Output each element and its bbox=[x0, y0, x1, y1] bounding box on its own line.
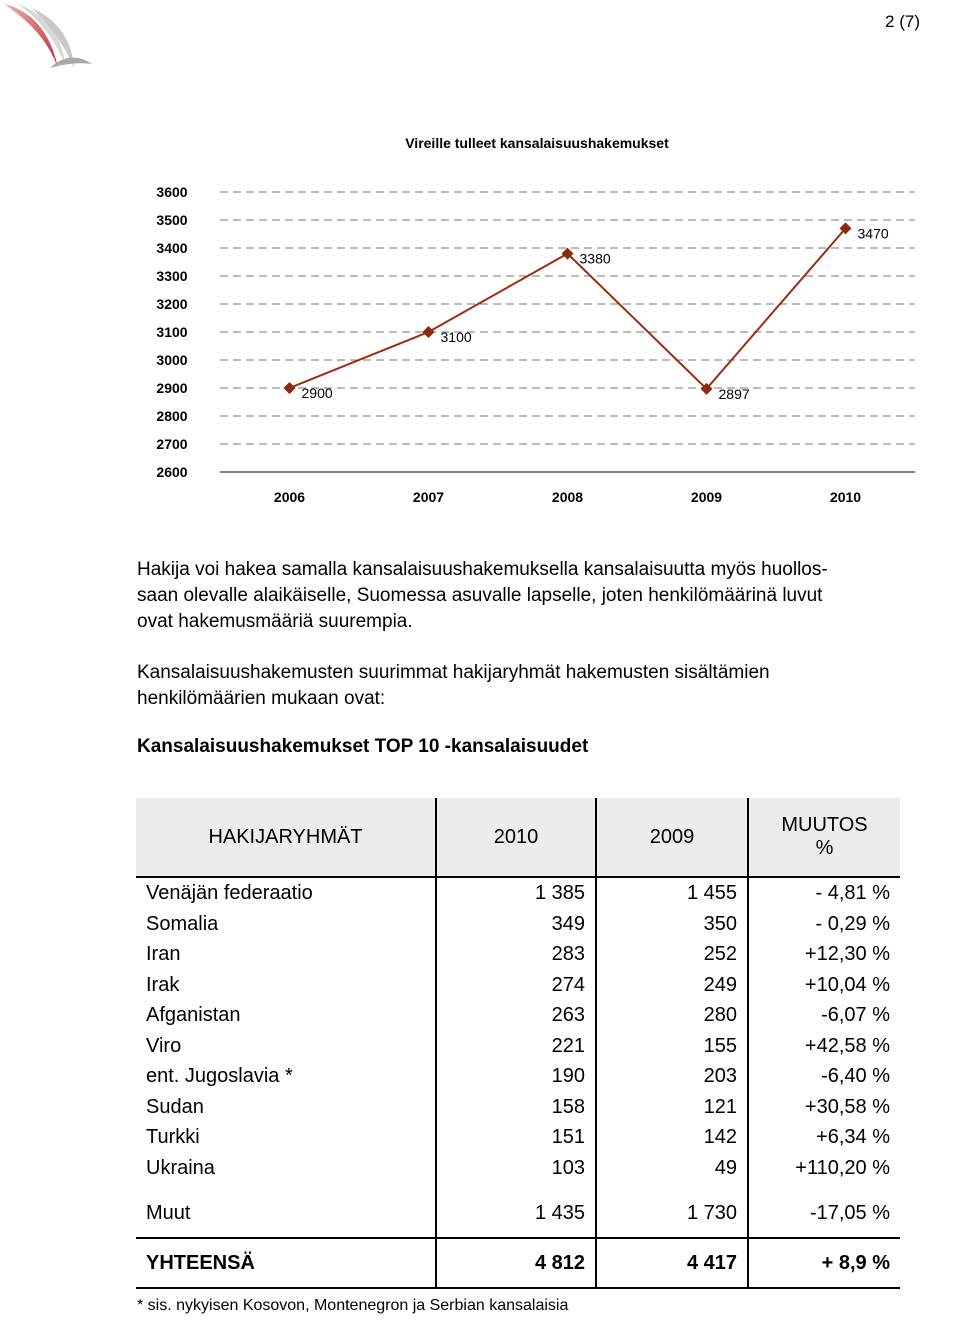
data-label: 3470 bbox=[857, 225, 889, 242]
y-tick-label: 2600 bbox=[156, 464, 188, 480]
paragraph-2-line-2: henkilömäärien mukaan ovat: bbox=[137, 688, 386, 709]
row-change: -6,40 % bbox=[821, 1065, 890, 1088]
row-name: Turkki bbox=[136, 1122, 436, 1153]
row-change: +10,04 % bbox=[804, 973, 890, 996]
row-change: -17,05 % bbox=[748, 1189, 900, 1238]
row-2009: 350 bbox=[596, 909, 748, 940]
table-row bbox=[136, 1000, 900, 1031]
table-heading: Kansalaisuushakemukset TOP 10 -kansalaisuudet bbox=[137, 736, 589, 757]
row-2010: 4 812 bbox=[436, 1238, 596, 1288]
x-tick-label: 2006 bbox=[273, 489, 306, 505]
row-name: ent. Jugoslavia * bbox=[136, 1061, 436, 1092]
header-change-label: MUUTOS bbox=[781, 814, 868, 836]
row-name: Iran bbox=[136, 939, 436, 970]
row-2009: 121 bbox=[596, 1092, 748, 1123]
y-tick-label: 2900 bbox=[156, 380, 188, 396]
x-tick-label: 2009 bbox=[690, 489, 723, 505]
row-name: Somalia bbox=[136, 909, 436, 940]
row-name: Afganistan bbox=[136, 1000, 436, 1031]
table-row bbox=[136, 1061, 900, 1092]
table-row bbox=[136, 1122, 900, 1153]
table-row bbox=[136, 1153, 900, 1190]
paragraph-2-line-1: Kansalaisuushakemusten suurimmat hakijaryhmät hakemusten sisältämien bbox=[137, 662, 770, 683]
row-2009: 155 bbox=[596, 1031, 748, 1062]
data-point-marker bbox=[284, 382, 296, 394]
row-2010: 349 bbox=[436, 909, 596, 940]
row-change: + 8,9 % bbox=[748, 1238, 900, 1288]
row-change: +6,34 % bbox=[816, 1126, 890, 1149]
chart-title: Vireille tulleet kansalaisuushakemukset bbox=[405, 135, 669, 151]
row-2009: 142 bbox=[596, 1122, 748, 1153]
row-2009: 280 bbox=[596, 1000, 748, 1031]
row-2009: 249 bbox=[596, 970, 748, 1001]
row-2009: 1 455 bbox=[596, 877, 748, 909]
paragraph-1 bbox=[137, 557, 937, 635]
header-change-unit: % bbox=[815, 837, 834, 859]
row-2010: 190 bbox=[436, 1061, 596, 1092]
row-2009: 252 bbox=[596, 939, 748, 970]
bird-wing-logo-icon bbox=[0, 0, 100, 75]
row-change: +12,30 % bbox=[804, 943, 890, 966]
y-tick-label: 3500 bbox=[156, 212, 188, 228]
y-tick-label: 3000 bbox=[156, 352, 188, 368]
row-2010: 1 435 bbox=[436, 1189, 596, 1238]
x-tick-label: 2007 bbox=[412, 489, 445, 505]
row-2009: 1 730 bbox=[596, 1189, 748, 1238]
row-change: +42,58 % bbox=[804, 1034, 890, 1057]
table-row bbox=[136, 877, 900, 909]
x-tick-label: 2008 bbox=[551, 489, 584, 505]
header-2009: 2009 bbox=[596, 798, 748, 877]
row-2010: 151 bbox=[436, 1122, 596, 1153]
table-row-other bbox=[136, 1189, 900, 1238]
row-2010: 103 bbox=[436, 1153, 596, 1190]
paragraph-1-line-3: ovat hakemusmääriä suurempia. bbox=[137, 611, 413, 632]
y-tick-label: 3100 bbox=[156, 324, 188, 340]
header-2010: 2010 bbox=[436, 798, 596, 877]
row-2009: 203 bbox=[596, 1061, 748, 1092]
x-tick-label: 2010 bbox=[829, 489, 862, 505]
table-row bbox=[136, 1092, 900, 1123]
top10-table bbox=[136, 798, 900, 1289]
table-row bbox=[136, 970, 900, 1001]
table-row bbox=[136, 1031, 900, 1062]
row-2010: 263 bbox=[436, 1000, 596, 1031]
data-label: 2897 bbox=[718, 385, 750, 402]
footnote: * sis. nykyisen Kosovon, Montenegron ja Serbian kansalaisia bbox=[137, 1297, 569, 1314]
applications-line-chart bbox=[0, 120, 960, 520]
data-label: 3100 bbox=[440, 329, 472, 345]
row-2010: 158 bbox=[436, 1092, 596, 1123]
row-2010: 274 bbox=[436, 970, 596, 1001]
row-name: Ukraina bbox=[136, 1153, 436, 1190]
row-name: Muut bbox=[136, 1189, 436, 1238]
row-name: Venäjän federaatio bbox=[136, 877, 436, 909]
paragraph-2 bbox=[137, 660, 937, 712]
row-name: Irak bbox=[136, 970, 436, 1001]
row-change: - 0,29 % bbox=[815, 912, 890, 935]
y-tick-label: 3600 bbox=[156, 184, 188, 200]
row-change: -6,07 % bbox=[821, 1004, 890, 1027]
header-group: HAKIJARYHMÄT bbox=[136, 798, 436, 877]
row-change: - 4,81 % bbox=[815, 882, 890, 905]
row-name: YHTEENSÄ bbox=[136, 1238, 436, 1288]
y-tick-label: 2800 bbox=[156, 408, 188, 424]
header-change bbox=[748, 798, 900, 877]
row-change: +110,20 % bbox=[795, 1156, 890, 1179]
row-2010: 221 bbox=[436, 1031, 596, 1062]
row-2010: 283 bbox=[436, 939, 596, 970]
row-2010: 1 385 bbox=[436, 877, 596, 909]
table-row bbox=[136, 939, 900, 970]
row-name: Viro bbox=[136, 1031, 436, 1062]
paragraph-1-line-1: Hakija voi hakea samalla kansalaisuushakemuksella kansalaisuutta myös huollos- bbox=[137, 559, 828, 580]
y-tick-label: 2700 bbox=[156, 436, 188, 452]
table-row bbox=[136, 909, 900, 940]
row-2009: 49 bbox=[596, 1153, 748, 1190]
row-name: Sudan bbox=[136, 1092, 436, 1123]
row-change: +30,58 % bbox=[804, 1095, 890, 1118]
row-2009: 4 417 bbox=[596, 1238, 748, 1288]
table-row-total bbox=[136, 1238, 900, 1288]
page-number: 2 (7) bbox=[885, 12, 920, 31]
y-tick-label: 3300 bbox=[156, 268, 188, 284]
y-tick-label: 3200 bbox=[156, 296, 188, 312]
y-tick-label: 3400 bbox=[156, 240, 188, 256]
data-point-marker bbox=[423, 326, 435, 338]
data-label: 3380 bbox=[579, 250, 611, 267]
paragraph-1-line-2: saan olevalle alaikäiselle, Suomessa asuvalle lapselle, joten henkilömäärinä luvut bbox=[137, 585, 823, 606]
data-label: 2900 bbox=[301, 385, 333, 401]
